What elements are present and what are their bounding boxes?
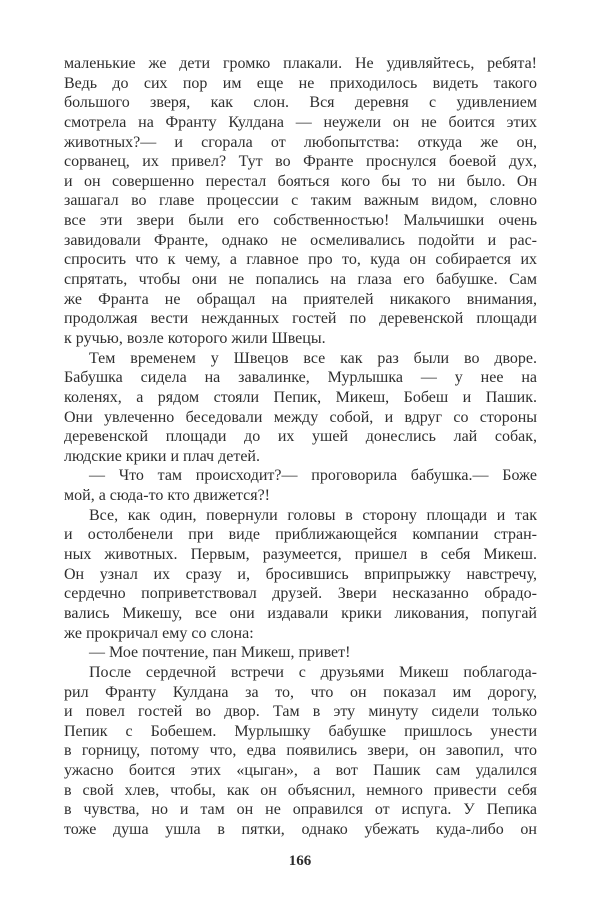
text-line: Все, как один, повернули головы в сторону площади и так: [89, 506, 537, 524]
book-page-text: [64, 54, 537, 840]
text-line: Он узнал их сразу и, бросившись вприпрыжку навстречу,: [64, 565, 537, 583]
text-line: животных?— и сгорала от любопытства: откуда же он,: [64, 133, 537, 151]
text-line: После сердечной встречи с друзьями Микеш поблагода-: [89, 663, 537, 681]
text-line: в свой хлев, чтобы, как он объяснил, немного привести себя: [64, 781, 537, 799]
text-line: большого зверя, как слон. Вся деревня с удивлением: [64, 94, 537, 112]
text-line: — Что там происходит?— проговорила бабушка.— Боже: [89, 467, 537, 485]
text-line: вались Микешу, все они издавали крики ликования, попугай: [64, 604, 537, 622]
text-line: завидовали Франте, однако не осмеливались подойти и рас-: [64, 231, 537, 249]
text-line: продолжая вести нежданных гостей по деревенской площади: [64, 310, 537, 328]
text-line: маленькие же дети громко плакали. Не удивляйтесь, ребята!: [64, 55, 537, 72]
text-line: Пепик с Бобешем. Мурлышку бабушке пришлось унести: [64, 722, 537, 740]
text-line: рил Франту Кулдана за то, что он показал им дорогу,: [64, 683, 537, 701]
text-line: Тем временем у Швецов все как раз были во дворе.: [89, 349, 537, 367]
text-line: тоже душа ушла в пятки, однако убежать куда-либо он: [64, 820, 537, 838]
text-line: зашагал во главе процессии с таким важным видом, словно: [64, 192, 537, 210]
text-line: деревенской площади до их ушей донеслись лай собак,: [64, 428, 537, 446]
text-line: и он совершенно перестал бояться кого бы то ни было. Он: [64, 172, 537, 190]
text-line: и повел гостей во двор. Там в эту минуту сидели только: [64, 703, 537, 721]
text-line: мой, а сюда-то кто движется?!: [64, 487, 271, 505]
text-line: в чувства, но и там он не оправился от испуга. У Пепика: [64, 801, 537, 819]
text-line: спрятать, чтобы они не попались на глаза его бабушке. Сам: [64, 271, 537, 289]
text-line: коленях, а рядом стояли Пепик, Микеш, Бобеш и Пашик.: [64, 388, 537, 406]
text-line: все эти звери были его собственностью! Мальчишки очень: [64, 212, 537, 230]
text-line: Они увлеченно беседовали между собой, и вдруг со стороны: [64, 408, 537, 426]
text-line: в горницу, потому что, едва появились звери, он завопил, что: [64, 742, 537, 760]
text-line: — Мое почтение, пан Микеш, привет!: [89, 644, 351, 662]
text-line: же прокричал ему со слона:: [64, 624, 254, 642]
text-line: Ведь до сих пор им еще не приходилось видеть такого: [64, 74, 537, 92]
page-number: 166: [288, 853, 312, 869]
text-line: людские крики и плач детей.: [64, 447, 260, 465]
text-line: же Франта не обращал на приятелей никакого внимания,: [64, 290, 537, 308]
text-line: и остолбенели при виде приближающейся компании стран-: [64, 526, 537, 544]
text-line: Бабушка сидела на завалинке, Мурлышка — у нее на: [64, 369, 537, 387]
text-line: смотрела на Франту Кулдана — неужели он не боится этих: [64, 113, 537, 131]
text-line: сердечно поприветствовал друзей. Звери несказанно обрадо-: [64, 585, 537, 603]
text-line: к ручью, возле которого жили Швецы.: [64, 329, 326, 347]
text-line: ужасно боится этих «цыган», а вот Пашик сам удалился: [64, 762, 537, 780]
text-line: ных животных. Первым, разумеется, пришел в себя Микеш.: [64, 546, 537, 564]
text-line: сорванец, их привел? Тут во Франте проснулся боевой дух,: [64, 153, 537, 171]
text-line: спросить что к чему, а главное про то, куда он собирается их: [64, 251, 537, 269]
